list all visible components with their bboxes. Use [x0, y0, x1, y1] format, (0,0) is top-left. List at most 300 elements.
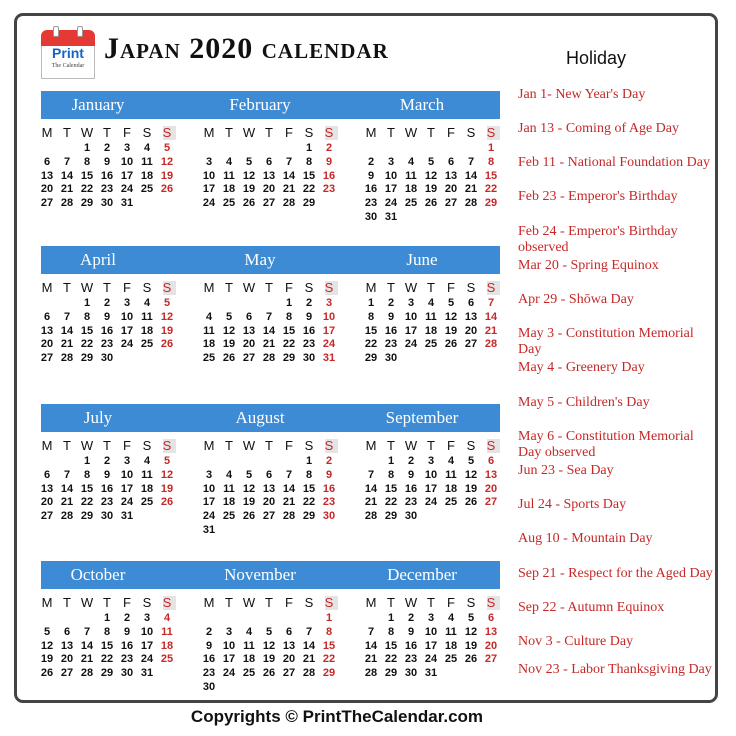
day-cell: 29: [384, 667, 398, 680]
day-cell: 1: [285, 297, 293, 309]
weekday-header: S: [142, 438, 152, 453]
day-cell: 11: [203, 324, 215, 337]
day-cell: 10: [424, 468, 438, 481]
weekday-header: M: [203, 438, 215, 453]
day-cell: 27: [262, 197, 276, 210]
day-cell: 25: [140, 496, 154, 509]
day-cell: 8: [487, 155, 495, 168]
day-cell: 29: [80, 352, 94, 365]
day-cell: 25: [160, 653, 174, 666]
weekday-header: W: [80, 125, 94, 140]
day-cell: 4: [143, 297, 151, 309]
weekday-header: S: [142, 595, 152, 610]
day-cell: 12: [464, 625, 478, 638]
day-cell: 19: [424, 183, 438, 196]
day-cell: 6: [245, 310, 253, 323]
day-cell: 30: [100, 197, 114, 210]
day-cell: 1: [325, 612, 333, 624]
day-cell: 5: [427, 155, 435, 168]
day-cell: 19: [444, 324, 458, 337]
day-cell: 19: [262, 653, 276, 666]
day-cell: 14: [282, 169, 296, 182]
day-cell: 13: [262, 169, 276, 182]
day-cell: 10: [222, 639, 236, 652]
day-cell: 17: [322, 324, 336, 337]
day-cell: 28: [364, 510, 378, 523]
day-cell: 21: [464, 183, 478, 196]
day-cell: 7: [285, 468, 293, 481]
day-cell: 2: [367, 155, 375, 168]
weekday-header: T: [387, 438, 395, 453]
weekday-header: W: [242, 125, 256, 140]
day-cell: 23: [404, 496, 418, 509]
day-cell: 23: [322, 183, 336, 196]
day-cell: 5: [163, 297, 171, 309]
day-cell: 30: [404, 667, 418, 680]
day-cell: 16: [100, 324, 114, 337]
day-cell: 3: [123, 297, 131, 309]
weekday-header: S: [304, 125, 314, 140]
day-cell: 6: [43, 468, 51, 481]
day-cell: 24: [424, 496, 438, 509]
day-cell: 12: [160, 310, 174, 323]
weekday-header: T: [225, 595, 233, 610]
day-cell: 10: [424, 625, 438, 638]
day-cell: 31: [384, 211, 398, 223]
day-cell: 11: [425, 310, 437, 323]
day-cell: 13: [242, 324, 256, 337]
day-cell: 5: [163, 455, 171, 467]
day-cell: 27: [60, 667, 74, 680]
day-cell: 1: [83, 142, 91, 154]
day-cell: 16: [202, 653, 216, 666]
day-cell: 9: [407, 625, 415, 638]
day-cell: 4: [225, 155, 233, 168]
day-cell: 31: [120, 510, 134, 523]
day-cell: 11: [405, 169, 417, 182]
weekday-header: T: [63, 595, 71, 610]
day-cell: 19: [40, 653, 54, 666]
weekday-header: S: [162, 125, 172, 140]
day-cell: 30: [404, 510, 418, 523]
day-cell: 14: [464, 169, 478, 182]
day-cell: 21: [364, 653, 378, 666]
day-cell: 26: [464, 496, 478, 509]
day-cell: 16: [322, 482, 336, 495]
weekday-header: T: [63, 125, 71, 140]
day-cell: 19: [160, 169, 174, 182]
weekday-header: T: [265, 438, 273, 453]
weekday-header: S: [162, 438, 172, 453]
weekday-header: S: [142, 280, 152, 295]
weekday-header: M: [41, 280, 53, 295]
weekday-header: T: [103, 280, 111, 295]
holiday-item: May 6 - Constitution Memorial Day observed: [518, 429, 694, 460]
day-cell: 9: [103, 155, 111, 168]
day-cell: 8: [83, 468, 91, 481]
day-cell: 25: [444, 653, 458, 666]
day-cell: 30: [322, 510, 336, 523]
day-cell: 10: [322, 310, 336, 323]
day-cell: 6: [63, 625, 71, 638]
holiday-item: Nov 23 - Labor Thanksgiving Day: [518, 662, 712, 677]
day-cell: 8: [367, 310, 375, 323]
day-cell: 16: [322, 169, 336, 182]
holiday-item: May 3 - Constitution Memorial Day: [518, 326, 694, 357]
day-cell: 14: [60, 482, 74, 495]
calendar-icon-top: [41, 30, 95, 46]
day-cell: 8: [387, 468, 395, 481]
day-cell: 21: [302, 653, 316, 666]
day-cell: 28: [60, 197, 74, 210]
day-cell: 31: [120, 197, 134, 210]
day-cell: 7: [367, 625, 375, 638]
day-cell: 23: [100, 338, 114, 351]
day-cell: 5: [245, 468, 253, 481]
holiday-item: Jan 1- New Year's Day: [518, 87, 646, 102]
day-cell: 18: [202, 338, 216, 351]
weekday-header: S: [304, 595, 314, 610]
weekday-header: T: [63, 280, 71, 295]
day-cell: 11: [223, 482, 235, 495]
weekday-header: T: [265, 595, 273, 610]
weekday-header: S: [324, 125, 334, 140]
day-cell: 22: [384, 653, 398, 666]
day-cell: 9: [325, 155, 333, 168]
day-cell: 21: [282, 496, 296, 509]
day-cell: 26: [262, 667, 276, 680]
day-cell: 10: [120, 155, 134, 168]
day-cell: 15: [484, 169, 498, 182]
day-cell: 23: [202, 667, 216, 680]
day-cell: 12: [160, 468, 174, 481]
weekday-header: T: [427, 280, 435, 295]
day-cell: 24: [120, 338, 134, 351]
day-cell: 9: [123, 625, 131, 638]
day-cell: 17: [404, 324, 418, 337]
day-cell: 12: [464, 468, 478, 481]
day-cell: 20: [60, 653, 74, 666]
day-cell: 11: [445, 468, 457, 481]
holiday-heading: Holiday: [566, 48, 627, 68]
weekday-header: M: [41, 125, 53, 140]
day-cell: 13: [444, 169, 458, 182]
day-cell: 14: [364, 482, 378, 495]
day-cell: 22: [80, 183, 94, 196]
day-cell: 26: [464, 653, 478, 666]
day-cell: 19: [222, 338, 236, 351]
day-cell: 23: [100, 183, 114, 196]
holiday-item: Jun 23 - Sea Day: [518, 463, 614, 478]
day-cell: 28: [282, 197, 296, 210]
day-cell: 30: [302, 352, 316, 365]
weekday-header: S: [486, 125, 496, 140]
day-cell: 28: [364, 667, 378, 680]
day-cell: 1: [83, 455, 91, 467]
day-cell: 7: [63, 468, 71, 481]
day-cell: 13: [60, 639, 74, 652]
day-cell: 24: [120, 183, 134, 196]
day-cell: 12: [40, 639, 54, 652]
day-cell: 15: [282, 324, 296, 337]
day-cell: 26: [222, 352, 236, 365]
day-cell: 24: [202, 197, 216, 210]
day-cell: 2: [407, 612, 415, 624]
day-cell: 9: [205, 639, 213, 652]
weekday-header: S: [466, 280, 476, 295]
day-cell: 24: [202, 510, 216, 523]
day-cell: 1: [83, 297, 91, 309]
day-cell: 4: [143, 455, 151, 467]
binder-ring-icon: [53, 26, 59, 37]
day-cell: 27: [464, 338, 478, 351]
day-cell: 25: [404, 197, 418, 210]
day-cell: 30: [100, 352, 114, 365]
day-cell: 7: [63, 155, 71, 168]
day-cell: 2: [305, 297, 313, 309]
day-cell: 3: [325, 297, 333, 309]
day-cell: 8: [305, 468, 313, 481]
month-name-january: January: [71, 95, 125, 114]
day-cell: 6: [447, 155, 455, 168]
day-cell: 10: [140, 625, 154, 638]
day-cell: 3: [205, 155, 213, 168]
day-cell: 6: [43, 310, 51, 323]
day-cell: 29: [80, 510, 94, 523]
day-cell: 16: [364, 183, 378, 196]
day-cell: 31: [202, 524, 216, 536]
month-name-february: February: [229, 95, 291, 114]
weekday-header: M: [203, 280, 215, 295]
weekday-header: F: [123, 438, 131, 453]
day-cell: 9: [367, 169, 375, 182]
day-cell: 9: [387, 310, 395, 323]
day-cell: 7: [83, 625, 91, 638]
day-cell: 26: [242, 197, 256, 210]
day-cell: 27: [40, 352, 54, 365]
day-cell: 25: [222, 510, 236, 523]
holiday-item: May 5 - Children's Day: [518, 395, 650, 410]
weekday-header: S: [486, 595, 496, 610]
day-cell: 8: [305, 155, 313, 168]
day-cell: 10: [384, 169, 398, 182]
weekday-header: T: [387, 125, 395, 140]
day-cell: 26: [160, 183, 174, 196]
weekday-header: T: [387, 280, 395, 295]
day-cell: 4: [245, 625, 253, 638]
day-cell: 3: [143, 612, 151, 624]
day-cell: 28: [60, 352, 74, 365]
day-cell: 10: [202, 169, 216, 182]
day-cell: 9: [103, 310, 111, 323]
month-name-march: March: [399, 95, 445, 114]
day-cell: 7: [367, 468, 375, 481]
day-cell: 16: [404, 639, 418, 652]
day-cell: 18: [140, 482, 154, 495]
day-cell: 3: [387, 155, 395, 168]
weekday-header: S: [324, 438, 334, 453]
day-cell: 15: [302, 482, 316, 495]
day-cell: 15: [364, 324, 378, 337]
weekday-header: F: [123, 125, 131, 140]
day-cell: 28: [262, 352, 276, 365]
day-cell: 19: [464, 639, 478, 652]
day-cell: 5: [467, 455, 475, 467]
day-cell: 25: [444, 496, 458, 509]
day-cell: 7: [305, 625, 313, 638]
day-cell: 17: [202, 183, 216, 196]
day-cell: 2: [325, 455, 333, 467]
day-cell: 2: [205, 625, 213, 638]
day-cell: 6: [487, 612, 495, 624]
day-cell: 24: [424, 653, 438, 666]
holiday-item: Jan 13 - Coming of Age Day: [518, 121, 679, 136]
day-cell: 31: [140, 667, 154, 680]
day-cell: 27: [282, 667, 296, 680]
day-cell: 13: [262, 482, 276, 495]
weekday-header: M: [41, 595, 53, 610]
day-cell: 25: [424, 338, 438, 351]
day-cell: 28: [464, 197, 478, 210]
weekday-header: T: [103, 595, 111, 610]
weekday-header: S: [466, 438, 476, 453]
day-cell: 20: [40, 496, 54, 509]
day-cell: 15: [384, 482, 398, 495]
day-cell: 16: [100, 169, 114, 182]
day-cell: 26: [242, 510, 256, 523]
day-cell: 23: [322, 496, 336, 509]
print-the-calendar-logo[interactable]: [41, 30, 95, 78]
day-cell: 15: [80, 169, 94, 182]
day-cell: 20: [242, 338, 256, 351]
day-cell: 12: [424, 169, 438, 182]
day-cell: 14: [80, 639, 94, 652]
weekday-header: W: [404, 595, 418, 610]
day-cell: 20: [262, 183, 276, 196]
copyright-footer: Copyrights © PrintTheCalendar.com: [190, 707, 484, 726]
weekday-header: S: [162, 280, 172, 295]
day-cell: 7: [265, 310, 273, 323]
day-cell: 3: [427, 455, 435, 467]
day-cell: 9: [305, 310, 313, 323]
day-cell: 23: [404, 653, 418, 666]
day-cell: 5: [265, 625, 273, 638]
day-cell: 8: [387, 625, 395, 638]
day-cell: 29: [302, 197, 316, 210]
day-cell: 6: [285, 625, 293, 638]
day-cell: 22: [302, 183, 316, 196]
day-cell: 31: [424, 667, 438, 680]
day-cell: 11: [243, 639, 255, 652]
day-cell: 16: [120, 639, 134, 652]
weekday-header: S: [466, 595, 476, 610]
day-cell: 17: [424, 482, 438, 495]
day-cell: 3: [225, 625, 233, 638]
day-cell: 20: [282, 653, 296, 666]
day-cell: 8: [325, 625, 333, 638]
weekday-header: W: [80, 595, 94, 610]
weekday-header: T: [427, 125, 435, 140]
day-cell: 12: [222, 324, 236, 337]
weekday-header: W: [80, 438, 94, 453]
day-cell: 28: [484, 338, 498, 351]
day-cell: 23: [384, 338, 398, 351]
day-cell: 30: [202, 681, 216, 693]
weekday-header: F: [285, 595, 293, 610]
page-title: Japan 2020 calendar: [104, 32, 389, 65]
day-cell: 2: [103, 297, 111, 309]
weekday-header: W: [404, 125, 418, 140]
month-name-may: May: [244, 250, 276, 269]
weekday-header: S: [486, 438, 496, 453]
day-cell: 17: [424, 639, 438, 652]
day-cell: 5: [43, 625, 51, 638]
weekday-header: S: [486, 280, 496, 295]
day-cell: 25: [202, 352, 216, 365]
weekday-header: M: [365, 438, 377, 453]
weekday-header: S: [304, 438, 314, 453]
day-cell: 21: [80, 653, 94, 666]
day-cell: 18: [140, 169, 154, 182]
day-cell: 29: [282, 352, 296, 365]
day-cell: 18: [444, 482, 458, 495]
day-cell: 16: [404, 482, 418, 495]
day-cell: 12: [160, 155, 174, 168]
day-cell: 8: [103, 625, 111, 638]
day-cell: 6: [467, 297, 475, 309]
day-cell: 20: [40, 183, 54, 196]
day-cell: 3: [123, 142, 131, 154]
day-cell: 5: [225, 310, 233, 323]
day-cell: 18: [424, 324, 438, 337]
day-cell: 2: [123, 612, 131, 624]
day-cell: 20: [484, 482, 498, 495]
day-cell: 19: [160, 482, 174, 495]
day-cell: 14: [60, 169, 74, 182]
day-cell: 26: [40, 667, 54, 680]
month-name-november: November: [224, 565, 296, 584]
weekday-header: S: [142, 125, 152, 140]
month-name-july: July: [83, 408, 113, 427]
day-cell: 2: [387, 297, 395, 309]
day-cell: 5: [447, 297, 455, 309]
holiday-item: Aug 10 - Mountain Day: [518, 531, 653, 546]
day-cell: 24: [140, 653, 154, 666]
day-cell: 2: [103, 455, 111, 467]
month-name-september: September: [385, 408, 459, 427]
weekday-header: T: [225, 280, 233, 295]
day-cell: 18: [222, 183, 236, 196]
day-cell: 28: [302, 667, 316, 680]
day-cell: 14: [262, 324, 276, 337]
day-cell: 23: [100, 496, 114, 509]
day-cell: 14: [484, 310, 498, 323]
weekday-header: F: [447, 438, 455, 453]
weekday-header: T: [427, 438, 435, 453]
day-cell: 11: [161, 625, 173, 638]
day-cell: 20: [40, 338, 54, 351]
day-cell: 20: [464, 324, 478, 337]
weekday-header: T: [103, 438, 111, 453]
weekday-header: T: [265, 280, 273, 295]
weekday-header: M: [203, 595, 215, 610]
day-cell: 19: [242, 496, 256, 509]
holiday-item: Feb 24 - Emperor's Birthday observed: [518, 224, 678, 255]
day-cell: 17: [222, 653, 236, 666]
day-cell: 24: [120, 496, 134, 509]
day-cell: 19: [464, 482, 478, 495]
day-cell: 17: [120, 169, 134, 182]
